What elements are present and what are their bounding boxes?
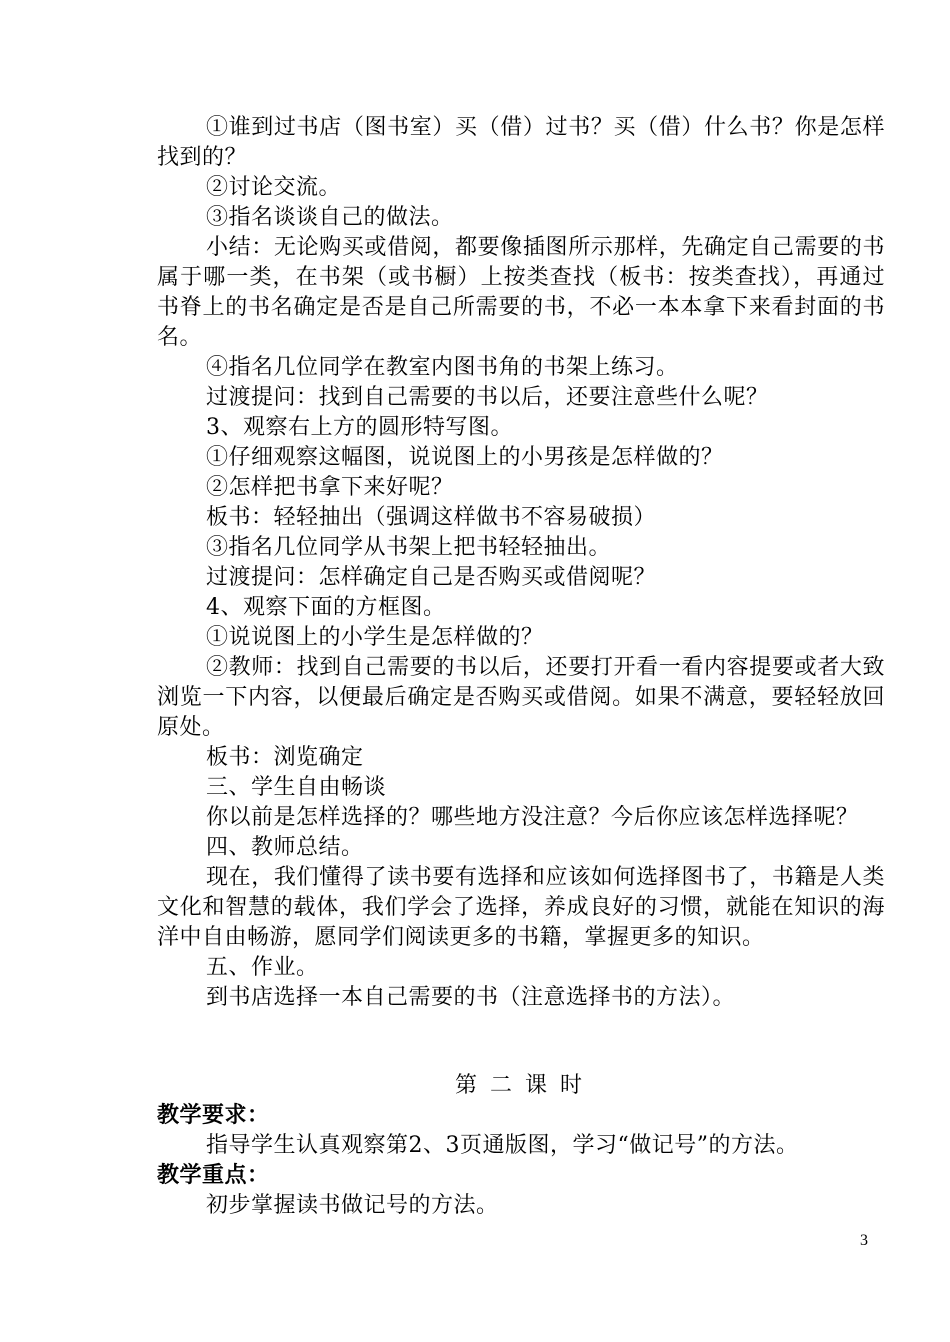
- section-heading: 四、教师总结。: [206, 835, 364, 860]
- paragraph: 你以前是怎样选择的？哪些地方没注意？今后你应该怎样选择呢？: [206, 805, 859, 830]
- section-heading: 三、学生自由畅谈: [206, 775, 387, 800]
- paragraph: 到书店选择一本自己需要的书（注意选择书的方法）。: [206, 985, 736, 1010]
- page-content: [157, 113, 885, 1221]
- paragraph: ③指名几位同学从书架上把书轻轻抽出。: [206, 535, 612, 560]
- paragraph: ①仔细观察这幅图，说说图上的小男孩是怎样做的？: [206, 445, 724, 470]
- paragraph: 4、观察下面的方框图。: [206, 595, 446, 620]
- paragraph: 3、观察右上方的圆形特写图。: [206, 415, 513, 440]
- paragraph: ①说说图上的小学生是怎样做的？: [206, 625, 544, 650]
- key-points-text: 初步掌握读书做记号的方法。: [206, 1193, 499, 1218]
- paragraph: ③指名谈谈自己的做法。: [206, 205, 454, 230]
- paragraph: ①谁到过书店（图书室）买（借）过书？买（借）什么书？你是怎样找到的？: [157, 115, 885, 170]
- spacer: [157, 1013, 885, 1071]
- summary-paragraph: 小结：无论购买或借阅，都要像插图所示那样，先确定自己需要的书属于哪一类，在书架（或书橱）上按类查找（板书：按类查找），再通过书脊上的书名确定是否是自己所需要的书，不必一本本拿下来看封面的书名。: [157, 235, 885, 350]
- paragraph: 现在，我们懂得了读书要有选择和应该如何选择图书了，书籍是人类文化和智慧的载体，我们学会了选择，养成良好的习惯，就能在知识的海洋中自由畅游，愿同学们阅读更多的书籍，掌握更多的知识。: [157, 865, 885, 950]
- paragraph: 过渡提问：怎样确定自己是否购买或借阅呢？: [206, 565, 657, 590]
- section-heading: 五、作业。: [206, 955, 319, 980]
- page-number: 3: [860, 1232, 868, 1249]
- requirements-text: 指导学生认真观察第2、3页通版图，学习“做记号”的方法。: [206, 1133, 799, 1158]
- lesson-title: 第二课时: [454, 1073, 595, 1098]
- requirements-heading: 教学要求：: [157, 1103, 270, 1128]
- paragraph: ②讨论交流。: [206, 175, 342, 200]
- paragraph: ②教师：找到自己需要的书以后，还要打开看一看内容提要或者大致浏览一下内容，以便最后确定是否购买或借阅。如果不满意，要轻轻放回原处。: [157, 655, 885, 740]
- paragraph: ②怎样把书拿下来好呢？: [206, 475, 454, 500]
- paragraph: 板书：浏览确定: [206, 745, 364, 770]
- paragraph: 板书：轻轻抽出（强调这样做书不容易破损）: [206, 505, 657, 530]
- paragraph: 过渡提问：找到自己需要的书以后，还要注意些什么呢？: [206, 385, 769, 410]
- paragraph: ④指名几位同学在教室内图书角的书架上练习。: [206, 355, 679, 380]
- key-points-heading: 教学重点：: [157, 1163, 270, 1188]
